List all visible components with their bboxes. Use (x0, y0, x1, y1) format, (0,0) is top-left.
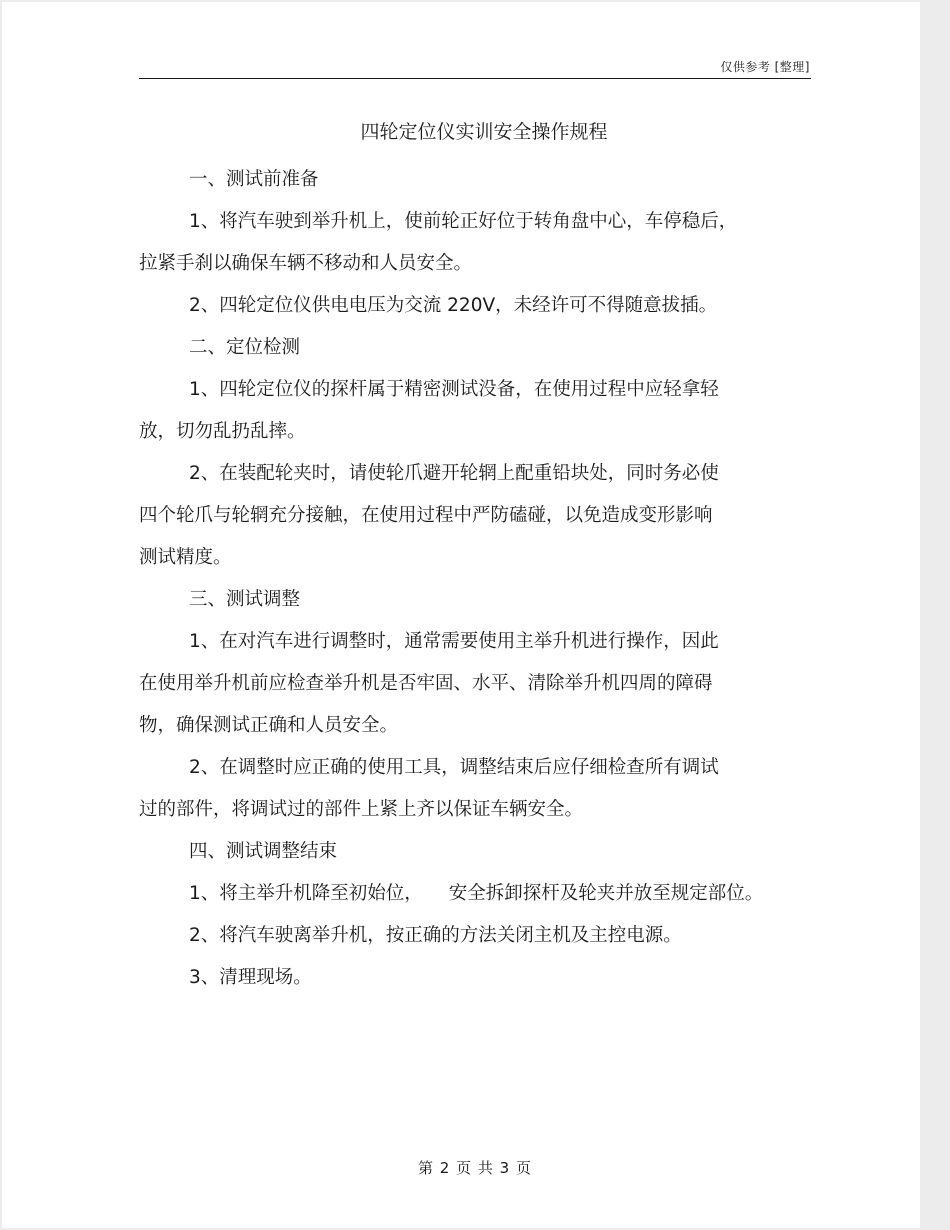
adjustment-item-1-line-2: 在使用举升机前应检查举升机是否牢固、水平、清除举升机四周的障碍 (139, 673, 713, 694)
completion-item-2: 2、将汽车驶离举升机，按正确的方法关闭主机及主控电源。 (189, 925, 682, 946)
section-heading-prep: 一、测试前准备 (189, 169, 319, 190)
detection-item-1-line-1: 1、四轮定位仪的探杆属于精密测试没备，在使用过程中应轻拿轻 (189, 379, 719, 400)
completion-item-1-part-2: 安全拆卸探杆及轮夹并放至规定部位。 (448, 883, 764, 904)
prep-item-1-line-2: 拉紧手刹以确保车辆不移动和人员安全。 (139, 253, 473, 274)
completion-item-1-part-1: 1、将主举升机降至初始位， (189, 883, 423, 904)
adjustment-item-2-line-1: 2、在调整时应正确的使用工具，调整结束后应仔细检查所有调试 (189, 757, 719, 778)
document-body (139, 159, 789, 999)
section-heading-adjustment: 三、测试调整 (189, 589, 301, 610)
document-title: 四轮定位仪实训安全操作规程 (360, 121, 608, 143)
section-heading-detection: 二、定位检测 (189, 337, 301, 358)
page-header-note: 仅供参考 [整理] (720, 60, 810, 74)
adjustment-item-1-line-1: 1、在对汽车进行调整时，通常需要使用主举升机进行操作，因此 (189, 631, 719, 652)
prep-item-2: 2、四轮定位仪供电电压为交流 220V，未经许可不得随意拔插。 (189, 295, 718, 316)
detection-item-2-line-3: 测试精度。 (139, 547, 232, 568)
section-heading-completion: 四、测试调整结束 (189, 841, 338, 862)
completion-item-1 (139, 873, 789, 915)
document-page (2, 2, 920, 1228)
page-number-footer: 第 2 页 共 3 页 (418, 1159, 532, 1177)
detection-item-2-line-2: 四个轮爪与轮辋充分接触，在使用过程中严防磕碰，以免造成变形影响 (139, 505, 713, 526)
prep-item-1-line-1: 1、将汽车驶到举升机上，使前轮正好位于转角盘中心，车停稳后， (189, 211, 738, 232)
adjustment-item-1-line-3: 物，确保测试正确和人员安全。 (139, 715, 399, 736)
completion-item-3: 3、清理现场。 (189, 967, 312, 988)
detection-item-2-line-1: 2、在装配轮夹时，请使轮爪避开轮辋上配重铅块处，同时务必使 (189, 463, 719, 484)
adjustment-item-2-line-2: 过的部件，将调试过的部件上紧上齐以保证车辆安全。 (139, 799, 584, 820)
detection-item-1-line-2: 放，切勿乱扔乱摔。 (139, 421, 306, 442)
header-divider (139, 78, 811, 79)
